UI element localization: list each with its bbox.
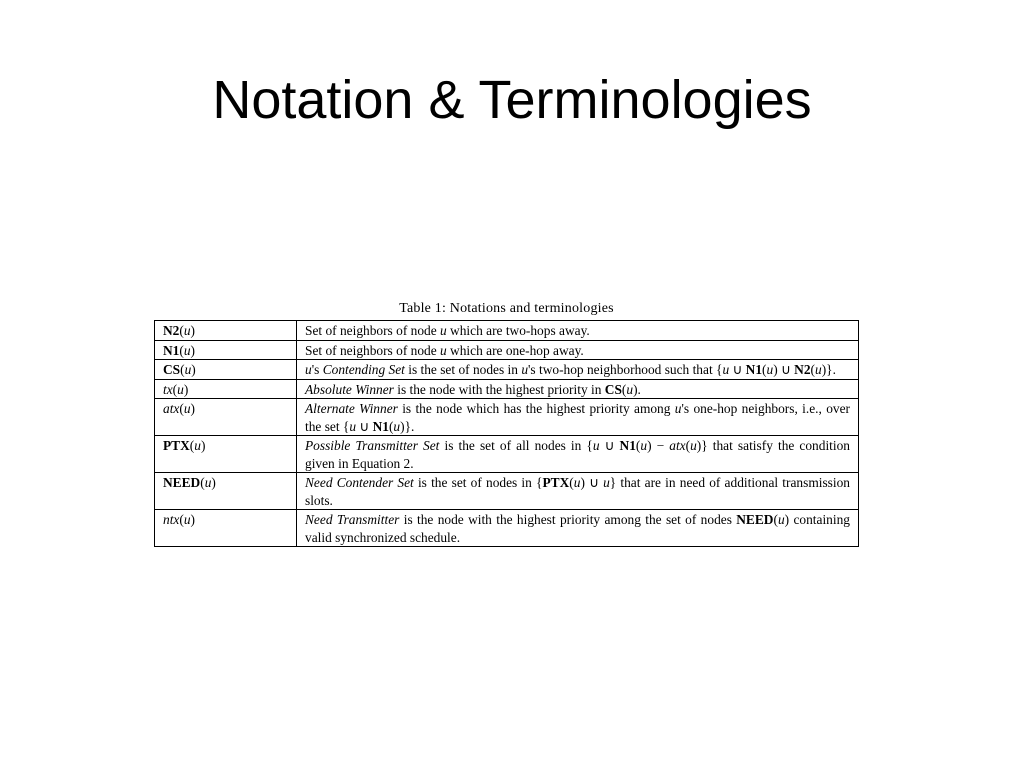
notation-description-run: 's two-hop neighborhood such that {	[528, 362, 723, 377]
notation-description-run: u	[305, 362, 312, 377]
notation-description-run: is the node with the highest priority in	[393, 381, 605, 397]
table-row	[155, 360, 859, 380]
notation-symbol-run: u	[183, 342, 191, 358]
notation-description-run: is the node which has the highest priority among	[397, 401, 675, 416]
notation-description-run: u	[690, 438, 697, 453]
notation-symbol-run: N1	[163, 342, 180, 358]
notation-description-run: u	[815, 362, 822, 377]
notation-description-run: (	[685, 438, 691, 453]
notation-description-run: N2	[794, 362, 811, 377]
notation-symbol-run: (	[180, 362, 185, 377]
notation-symbol-run: N2	[163, 323, 180, 338]
notation-description-run: u	[521, 362, 529, 377]
notation-description	[297, 379, 859, 399]
notation-symbol	[155, 379, 297, 399]
notation-description-run: is the set of all nodes in {	[439, 438, 593, 453]
table-row	[155, 321, 859, 341]
notation-description-run: PTX	[542, 475, 570, 490]
notation-symbol	[155, 473, 297, 510]
notation-symbol	[155, 510, 297, 547]
notation-symbol-run: (	[179, 323, 184, 338]
notation-symbol-run: )	[190, 323, 196, 338]
notation-description-run: u	[603, 475, 610, 490]
notation-description-run: which are two-hops away.	[446, 323, 590, 338]
notation-description-run: (	[762, 362, 767, 377]
notation-description-run: Need Transmitter	[305, 512, 400, 527]
notation-description-run: ∪	[356, 418, 373, 434]
notation-symbol-run: u	[194, 438, 201, 453]
notation-description	[297, 473, 859, 510]
notation-description-run: ) −	[647, 438, 670, 453]
notation-description-run: N1	[372, 418, 389, 434]
notation-symbol	[155, 360, 297, 380]
notation-description-run: 's one-hop neighbors, i.e., over the set {	[305, 401, 850, 434]
notation-symbol-run: )	[211, 475, 216, 490]
notation-symbol-run: PTX	[163, 438, 190, 453]
table-row	[155, 379, 859, 399]
notation-symbol	[155, 321, 297, 341]
notation-description-run: (	[773, 512, 778, 527]
notation-description-run: ∪	[729, 362, 746, 377]
notation-description	[297, 399, 859, 436]
notation-description-run: u	[393, 418, 401, 434]
table-row	[155, 399, 859, 436]
notation-symbol-run: u	[177, 381, 184, 397]
table-caption: Table 1: Notations and terminologies	[399, 301, 614, 316]
notation-description-run: Set of neighbors of node	[305, 342, 440, 358]
notation-symbol-run: (	[172, 381, 178, 397]
notation-description	[297, 340, 859, 360]
table-row	[155, 510, 859, 547]
notation-description-run: NEED	[736, 512, 774, 527]
notation-description-run: u	[640, 438, 648, 453]
notation-description-run: Absolute Winner	[305, 381, 394, 397]
notation-description-run: u	[440, 323, 447, 338]
notation-description-run: N1	[619, 438, 636, 453]
notation-description-run: )}.	[821, 362, 836, 377]
notation-description-run: Contending Set	[322, 362, 405, 377]
notation-description-run: is the set of nodes in	[404, 362, 522, 377]
notation-symbol-run: ntx	[163, 512, 180, 527]
notation-description-run: u	[722, 362, 730, 377]
notation-symbol-run: (	[179, 342, 184, 358]
notation-description-run: Alternate Winner	[305, 401, 398, 416]
notation-description-run: 's	[311, 362, 323, 377]
notation-description-run: which are one-hop away.	[446, 342, 584, 358]
notation-description-run: u	[592, 438, 600, 453]
notation-symbol-run: (	[179, 512, 184, 527]
notation-description-run: } that are in need of additional transmission slots.	[305, 475, 850, 508]
notation-symbol	[155, 340, 297, 360]
notation-symbol-run: )	[183, 381, 189, 397]
notation-symbol-run: (	[189, 438, 195, 453]
notation-symbol-run: NEED	[163, 475, 201, 490]
notation-symbol-run: )	[190, 512, 195, 527]
notation-description-run: ∪	[599, 438, 620, 453]
notation-description-run: u	[573, 475, 581, 490]
table-row	[155, 473, 859, 510]
notation-description-run: u	[626, 381, 634, 397]
slide-title: Notation & Terminologies	[212, 70, 812, 130]
notation-description-run: (	[635, 438, 641, 453]
notation-table-body	[155, 321, 859, 547]
notation-symbol-run: u	[184, 362, 192, 377]
notation-description-run: u	[440, 342, 447, 358]
notation-description-run: Set of neighbors of node	[305, 323, 440, 338]
notation-description-run: )} that satisfy the condition given in Equation 2.	[305, 438, 850, 471]
notation-symbol-run: tx	[163, 381, 173, 397]
notation-description-run: ) ∪	[773, 362, 795, 377]
notation-symbol-run: )	[190, 401, 195, 416]
notation-table	[154, 320, 859, 547]
notation-symbol-run: CS	[163, 362, 181, 377]
notation-symbol	[155, 436, 297, 473]
notation-description	[297, 436, 859, 473]
notation-description-run: u	[674, 401, 682, 416]
notation-symbol-run: u	[204, 475, 212, 490]
notation-description-run: is the node with the highest priority among the set of nodes	[399, 512, 737, 527]
notation-description-run: Possible Transmitter Set	[305, 438, 440, 453]
notation-description-run: (	[810, 362, 816, 377]
notation-symbol-run: )	[190, 342, 196, 358]
notation-description	[297, 321, 859, 341]
notation-description-run: N1	[745, 362, 763, 377]
notation-symbol-run: u	[183, 512, 191, 527]
notation-description-run: (	[569, 475, 574, 490]
notation-description-run: u	[777, 512, 785, 527]
notation-description-run: u	[349, 418, 357, 434]
notation-description-run: (	[388, 418, 394, 434]
notation-description-run: CS	[604, 381, 622, 397]
notation-symbol-run: )	[191, 362, 196, 377]
notation-description-run: is the set of nodes in {	[413, 475, 543, 490]
table-row	[155, 436, 859, 473]
notation-description-run: Need Contender Set	[305, 475, 414, 490]
notation-symbol-run: u	[183, 323, 191, 338]
notation-symbol-run: (	[200, 475, 205, 490]
notation-description-run: ).	[633, 381, 641, 397]
notation-symbol-run: u	[183, 401, 191, 416]
notation-symbol-run: (	[179, 401, 184, 416]
notation-description-run: ) ∪	[580, 475, 604, 490]
notation-table-container	[154, 300, 859, 547]
notation-description-run: (	[621, 381, 627, 397]
notation-description-run: ) containing valid synchronized schedule.	[305, 512, 850, 545]
notation-symbol-run: )	[200, 438, 206, 453]
notation-description-run: atx	[669, 438, 686, 453]
notation-description	[297, 360, 859, 380]
notation-symbol-run: atx	[163, 401, 180, 416]
notation-description-run: u	[766, 362, 774, 377]
notation-description-run: )}.	[400, 418, 415, 434]
notation-symbol	[155, 399, 297, 436]
notation-description	[297, 510, 859, 547]
table-row	[155, 340, 859, 360]
